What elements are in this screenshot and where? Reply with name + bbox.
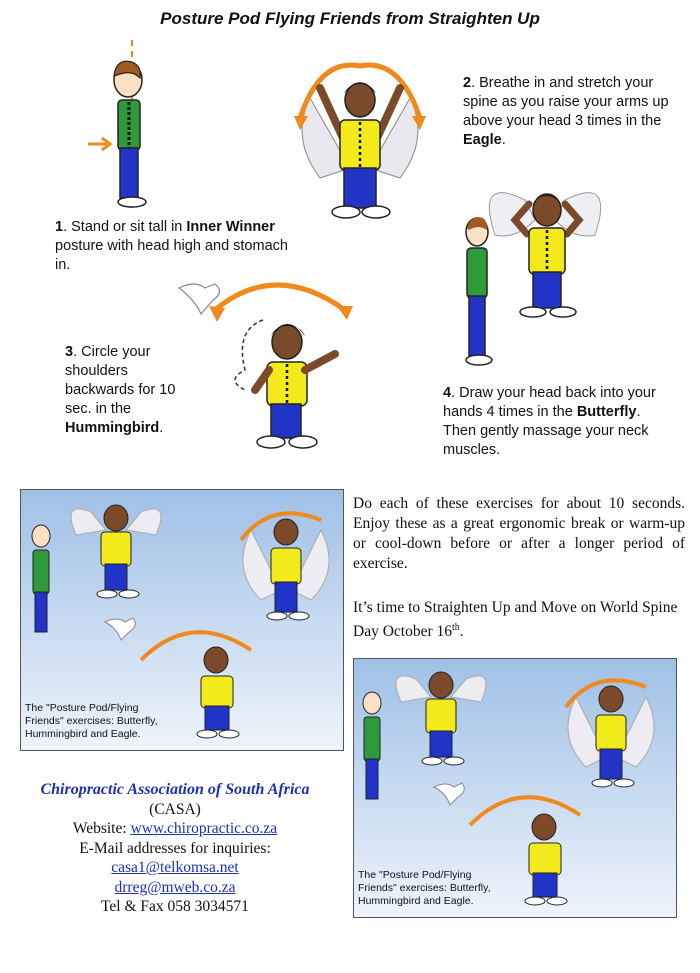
email-label: E-Mail addresses for inquiries: bbox=[79, 839, 271, 857]
photo-caption-right: The "Posture Pod/Flying Friends" exercises: Butterfly, Hummingbird and Eagle. bbox=[358, 869, 491, 907]
page-title: Posture Pod Flying Friends from Straighten Up bbox=[160, 9, 540, 28]
step-3-text: 3. Circle your shoulders backwards for 10 sec. in the Hummingbird. bbox=[65, 344, 176, 436]
exercise-photo-left bbox=[20, 489, 344, 751]
casa-contact-block bbox=[0, 780, 350, 917]
phone-fax: Tel & Fax 058 3034571 bbox=[101, 898, 249, 915]
organization-name: Chiropractic Association of South Africa bbox=[40, 781, 310, 798]
website-link[interactable]: www.chiropractic.co.za bbox=[130, 820, 278, 837]
step-4-text: 4. Draw your head back into your hands 4 times in the Butterfly. Then gently massage your neck muscles. bbox=[443, 385, 656, 458]
intro-paragraph: Do each of these exercises for about 10 seconds. Enjoy these as a great ergonomic break or warm-up or cool-down before or after a longer period of exercise. bbox=[353, 495, 685, 572]
eagle-illustration bbox=[280, 58, 440, 228]
email-link-2[interactable]: drreg@mweb.co.za bbox=[114, 878, 236, 896]
exercise-photo-right bbox=[353, 658, 677, 918]
website-line: Website: www.chiropractic.co.za bbox=[72, 820, 278, 837]
hummingbird-illustration bbox=[175, 270, 375, 455]
organization-abbreviation: (CASA) bbox=[149, 800, 201, 818]
butterfly-illustration bbox=[455, 180, 630, 375]
step-1-text: 1. Stand or sit tall in Inner Winner posture with head high and stomach in. bbox=[55, 219, 288, 273]
world-spine-day-paragraph: It’s time to Straighten Up and Move on World Spine Day October 16th. bbox=[353, 599, 678, 641]
step-2-text: 2. Breathe in and stretch your spine as you raise your arms up above your head 3 times in the Eagle. bbox=[463, 75, 669, 148]
photo-caption-left: The "Posture Pod/Flying Friends" exercises: Butterfly, Hummingbird and Eagle. bbox=[25, 702, 158, 740]
inner-winner-illustration bbox=[80, 40, 170, 210]
email-link-1[interactable]: casa1@telkomsa.net bbox=[111, 859, 239, 876]
